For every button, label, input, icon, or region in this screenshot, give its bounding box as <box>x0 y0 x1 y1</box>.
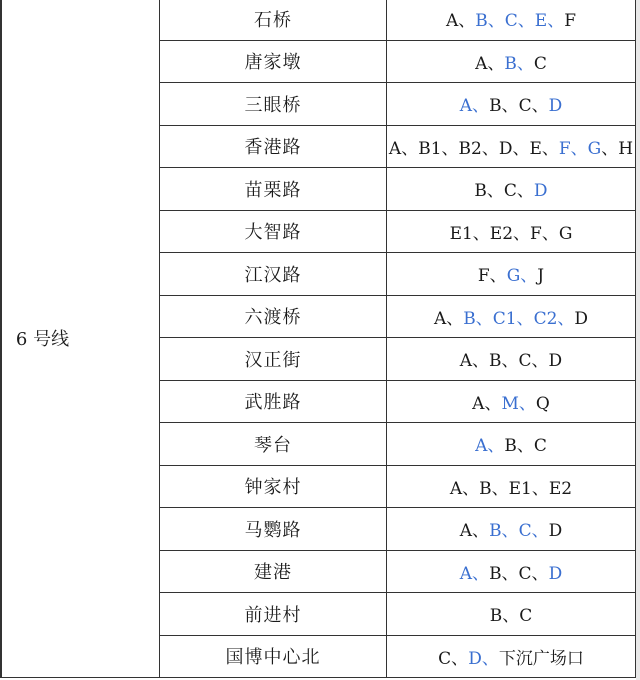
exit-list <box>387 423 636 466</box>
station-name: 国博中心北 <box>160 635 387 678</box>
exit-list <box>387 210 636 253</box>
exit-label: C、 <box>518 96 549 117</box>
exit-label-highlighted: A、 <box>459 96 490 117</box>
exit-label-highlighted: D <box>548 563 563 584</box>
exit-label: D <box>548 521 563 542</box>
station-name: 武胜路 <box>160 380 387 423</box>
exit-label: E1、E2、F、G <box>449 223 573 244</box>
page-edge <box>636 0 640 680</box>
exit-list <box>387 83 636 126</box>
exit-label: A、 <box>475 53 505 74</box>
station-name: 大智路 <box>160 210 387 253</box>
station-name: 汉正街 <box>160 338 387 381</box>
exit-label: 下沉广场口 <box>498 648 584 669</box>
exit-list <box>387 40 636 83</box>
exit-list <box>387 253 636 296</box>
exit-label-highlighted: B、 <box>475 11 505 32</box>
exit-label: F、 <box>477 266 507 287</box>
station-name: 江汉路 <box>160 253 387 296</box>
exit-list <box>387 168 636 211</box>
exit-label-highlighted: M、 <box>501 393 536 414</box>
exit-list <box>387 125 636 168</box>
exit-label-highlighted: D <box>548 96 563 117</box>
station-name: 马鹦路 <box>160 508 387 551</box>
exit-label: B、 <box>489 96 519 117</box>
exit-label: D <box>574 308 589 329</box>
exit-list <box>387 380 636 423</box>
station-name: 石桥 <box>160 0 387 40</box>
exit-label-highlighted: G <box>587 138 602 159</box>
table-body <box>1 0 636 678</box>
exit-label-highlighted: F、 <box>558 138 588 159</box>
station-name: 前进村 <box>160 593 387 636</box>
exit-label: B、C <box>504 436 547 457</box>
exit-label-highlighted: A、 <box>459 563 490 584</box>
exit-label: Q <box>535 393 550 414</box>
exit-label: F <box>564 11 576 32</box>
exit-label: C、 <box>438 648 469 669</box>
station-name: 三眼桥 <box>160 83 387 126</box>
exit-list <box>387 465 636 508</box>
station-name: 琴台 <box>160 423 387 466</box>
exit-label-highlighted: E、 <box>534 11 565 32</box>
exit-label-highlighted: D <box>533 181 548 202</box>
exit-label-highlighted: C1、 <box>492 308 534 329</box>
exit-list <box>387 0 636 40</box>
exit-list <box>387 593 636 636</box>
exit-label: A、 <box>433 308 464 329</box>
exit-list <box>387 295 636 338</box>
exit-label: A、 <box>445 11 476 32</box>
exit-label-highlighted: C、 <box>518 521 549 542</box>
station-name: 香港路 <box>160 125 387 168</box>
exit-label: A、 <box>459 521 490 542</box>
line-name-cell <box>1 0 160 678</box>
station-name: 六渡桥 <box>160 295 387 338</box>
exit-label: B、C、 <box>474 181 534 202</box>
exit-label-highlighted: B、 <box>504 53 534 74</box>
station-name: 钟家村 <box>160 465 387 508</box>
exit-list <box>387 338 636 381</box>
station-name: 苗栗路 <box>160 168 387 211</box>
exit-label-highlighted: B、 <box>489 521 519 542</box>
exit-label: 、H <box>601 138 634 159</box>
exit-label: B、C <box>489 606 533 627</box>
exit-label-highlighted: C、 <box>504 11 535 32</box>
line-name: 6 号线 <box>15 328 70 350</box>
exit-label: B、C、 <box>489 563 549 584</box>
exit-label: C <box>533 53 547 74</box>
exit-label-highlighted: G、 <box>506 266 538 287</box>
exit-list <box>387 550 636 593</box>
exit-label-highlighted: A、 <box>475 436 505 457</box>
exit-list <box>387 508 636 551</box>
station-name: 建港 <box>160 550 387 593</box>
exit-label-highlighted: D、 <box>468 648 499 669</box>
exit-label: A、B1、B2、D、E、 <box>388 138 559 159</box>
table-row <box>1 0 636 40</box>
exit-label: A、B、E1、E2 <box>449 478 573 499</box>
exit-label-highlighted: C2、 <box>533 308 575 329</box>
exit-label: A、 <box>472 393 502 414</box>
exit-label-highlighted: B、 <box>463 308 493 329</box>
exit-label: J <box>537 266 545 287</box>
station-name: 唐家墩 <box>160 40 387 83</box>
exit-label: A、B、C、D <box>459 351 563 372</box>
exit-list <box>387 635 636 678</box>
